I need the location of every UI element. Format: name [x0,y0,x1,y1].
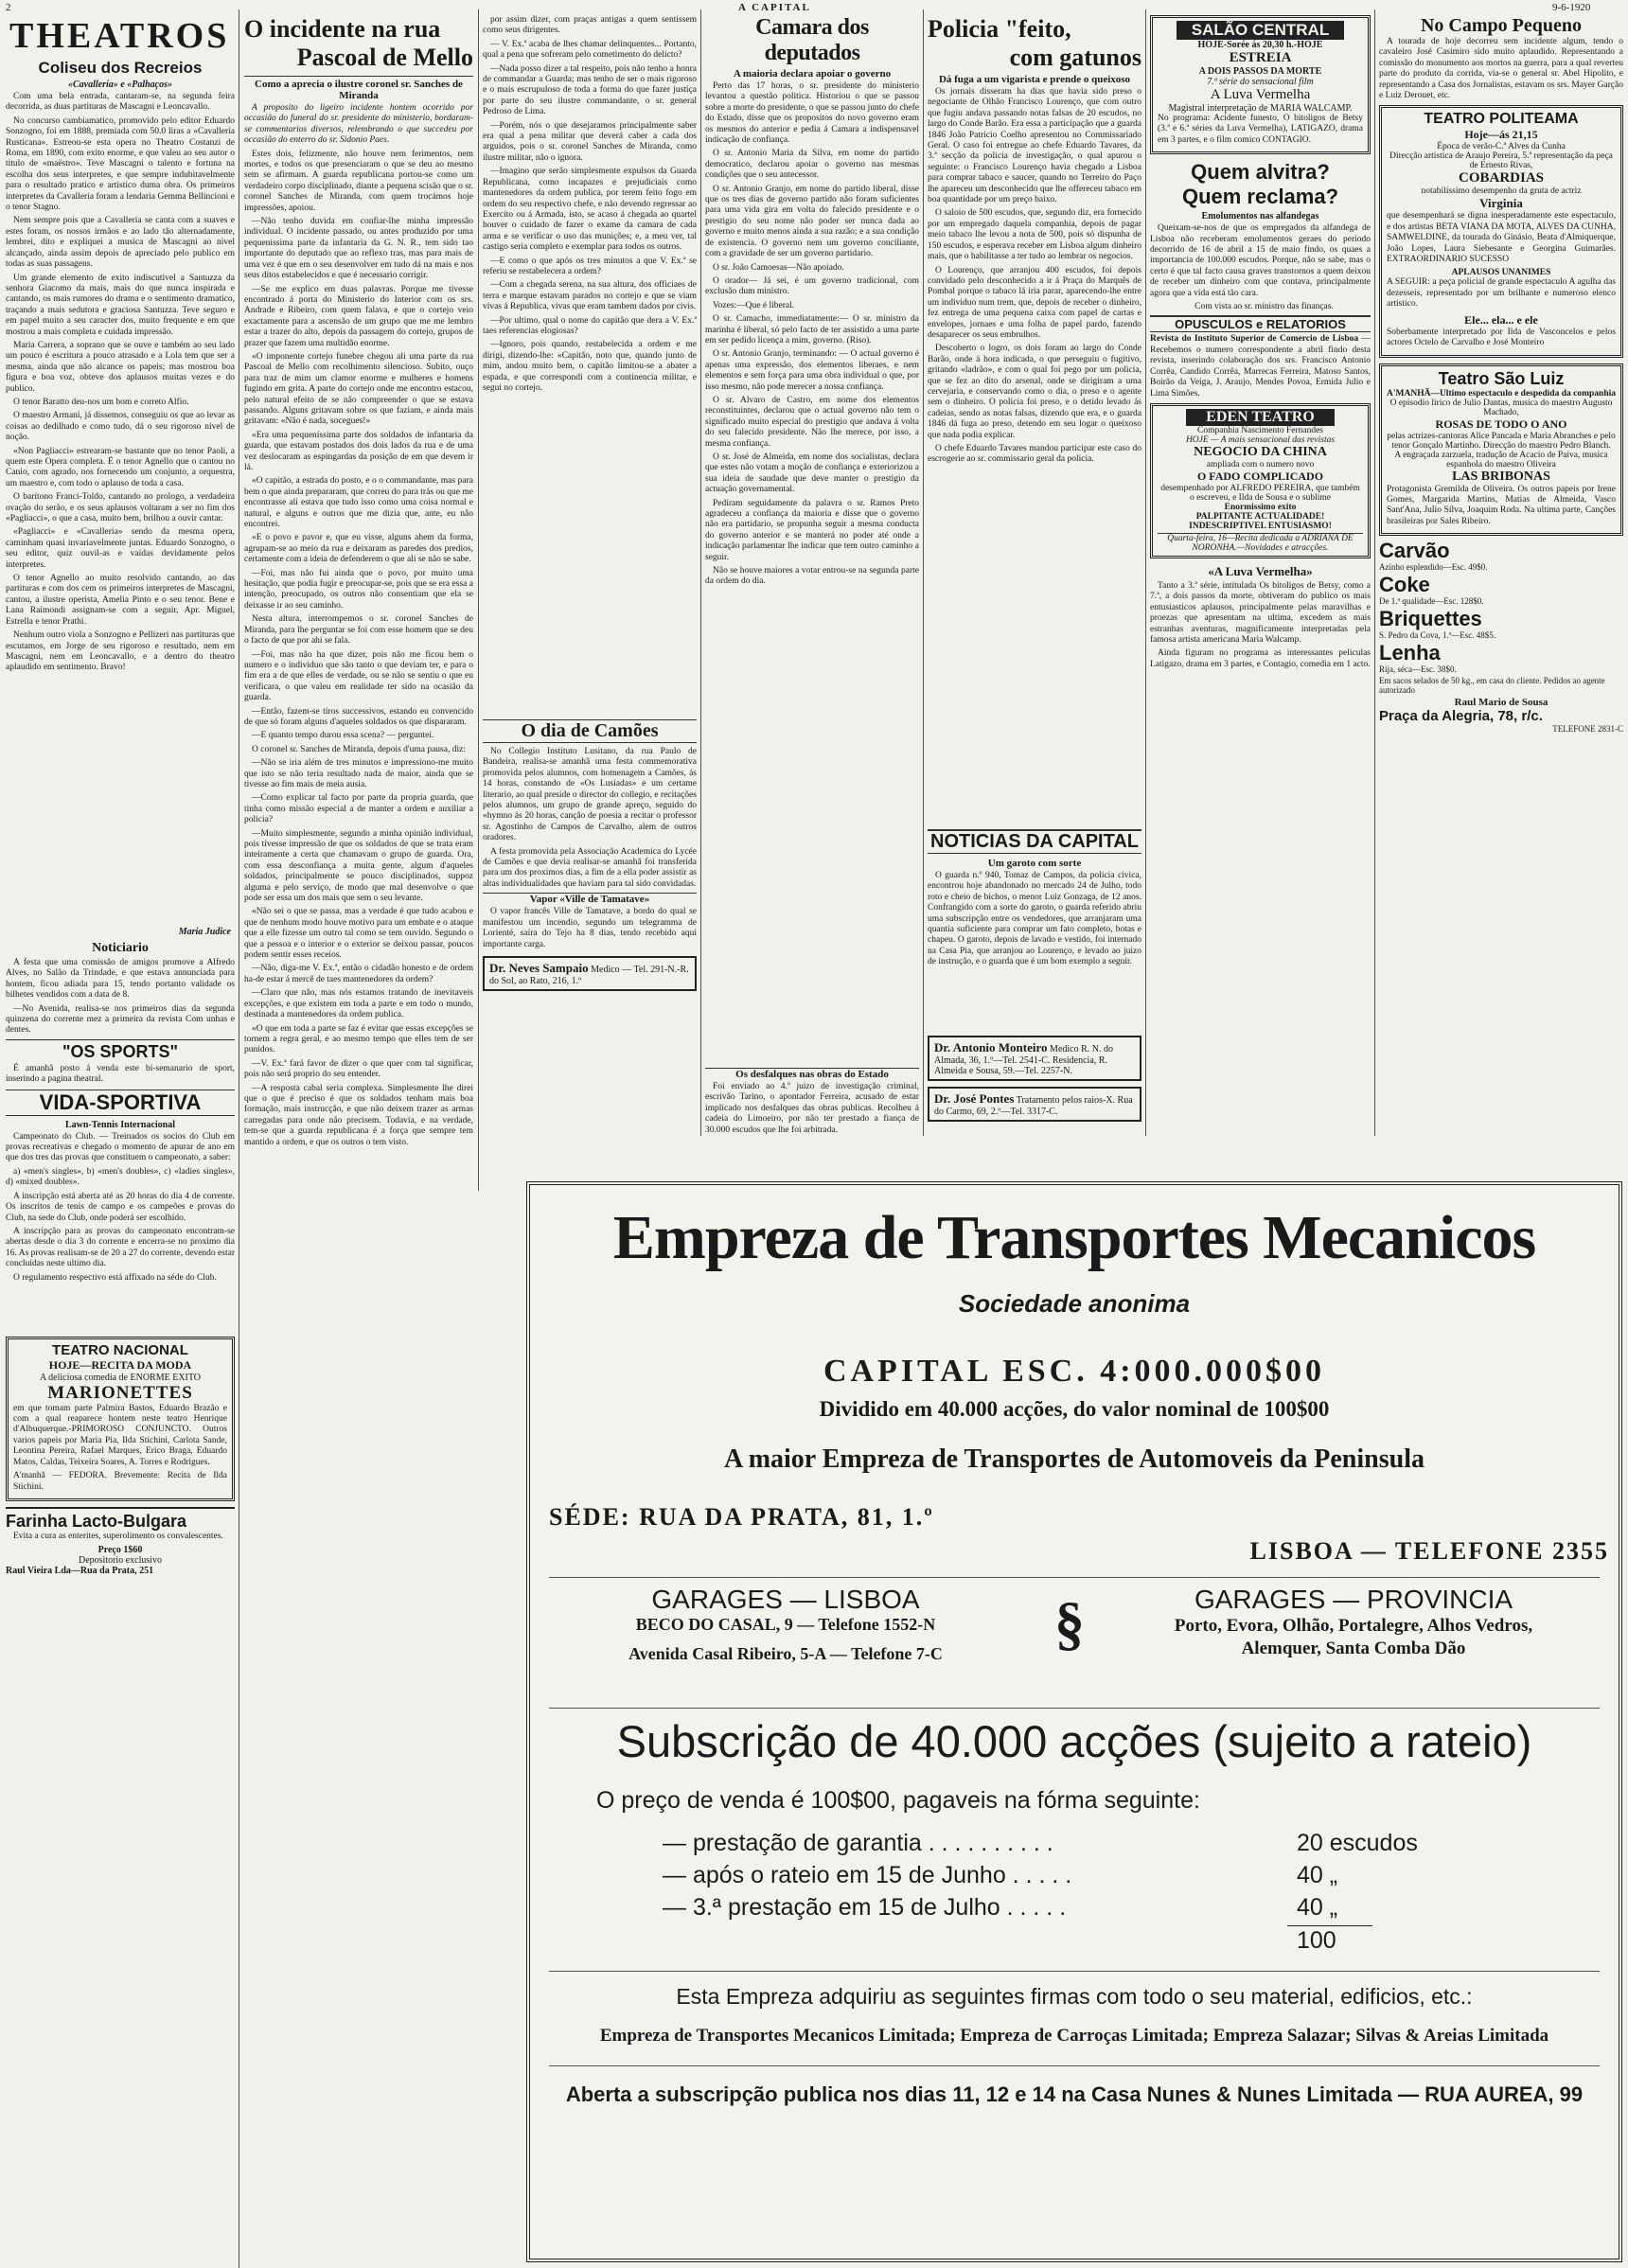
article-paragraph: —Ignoro, pois quando, restabelecida a ordem e me dirigi, dizendo-lhe: «Capitão, noto que, quando junto de mim, andou muito bem, o capitão limitou-se a abater a espada, e que correspondi com a continencia militar, e segui no cortejo. [483,340,697,393]
quem-alvitra-heading: Quem alvitra? [1191,160,1330,185]
article-paragraph: A festa que uma comissão de amigos promove a Alfredo Alves, no Salão da Trindade, e que estava annunciada para hontem, ficou adiada para 15, tendo portanto validade os bilhetes vendidos com a data de 8. [6,958,235,1001]
politeama-line3: Direcção artistica de Araujo Pereira, 5.ª representação da peça de Ernesto Rivas, [1389,151,1613,171]
column-rule [478,9,479,1191]
running-head [0,2,1628,15]
lenha-detail: Rija, séca—Esc. 38$0. [1379,664,1457,675]
teatro-nacional-body: em que tomam parte Palmira Bastos, Eduardo Brazão e com a qual reaparece hontem neste teatro Henrique d'Albuquerque.-PRIMOROSO CONJUNCTO. Outros varios papeis por Maria Pia, Ilda Stichini, Carlota Sande, Leontina Pereira, Rafael Marques, Erico Braga, Eduardo Matos, Caldas, Teixeira Soares, A. Torres e Rodrigues. [13,1403,227,1467]
prestacao-value: 20 escudos [1297,1830,1418,1856]
article-paragraph: No concurso cambiamatico, promovido pelo editor Eduardo Sonzogno, foi em 1888, premiada com 50.0 liras a «Cavalleria Rusticana». Estreou-se esta opera no Theatro Costanzi de Roma, em 1890, com exito enorme, e que valeu ao seu autor o titulo de «maëstro». Teve Mascagni o talento e fortuna na escolha dos seus interpretes, e que sempre indubitavelmente para o resultado pratico e artistico duma obra. Os primeiros interpretes da Cavalleria foram a lendaria Gemma Bellincioni e o tenor Stagno. [6,115,235,213]
luva-heading: «A Luva Vermelha» [1208,563,1313,578]
camoes-heading: O dia de Camões [483,719,697,743]
empreza-lisboa-telefone: LISBOA — TELEFONE 2355 [1249,1537,1609,1565]
sao-luiz-ad [1379,363,1623,537]
salao-title: SALÃO CENTRAL [1177,21,1344,40]
coke-detail: De 1.ª qualidade—Esc. 128$0. [1379,596,1484,607]
sao-luiz-line3: pelas actrizes-cantoras Alice Pancada e Maria Abranches e pelo tenor Gonçalo Martinho. Direcção do maestro Pedro Blanch. [1387,431,1616,451]
article-paragraph: Perto das 17 horas, o sr. presidente do ministerio levantou a questão politica. Historiou o que se passou sobre a morte do presidente, o que se passou junto do chefe do Estado, disse que os propositos do novo governo eram os mesmos do anterior e pedia á Camara a indispensavel indicação de confiança. [705,81,919,146]
article-paragraph: Os jornais disseram ha dias que havia sido preso o negociante de Olhão Francisco Lourenço, que com outro que fugiu andava passando notas falsas de 20 escudos, no largo do Conde Barão. Era essa a participação que a guarda 1846 João Patricio Coelho apresentou no Commissariado Geral. O caso foi entregue ao chefe Eduardo Tavares, da 3.ª secção da policia de investigação, o qual apurou o seguinte: o Francisco Lourenço havia chegado a Lisboa para comprar tabaco e saucer, quando no Terreiro do Paço lhe apareceu um desconhecido que lhe offereceu tabaco em boa quantidade por um preço baixo. [928,87,1141,205]
carvao-detail: Azinho esplendido—Esc. 49$0. [1379,562,1488,573]
empreza-subtitle: Sociedade anonima [958,1289,1191,1318]
eden-title3: O FADO COMPLICADO [1196,469,1324,483]
article-paragraph: Pediram seguidamente da palavra o sr. Ramos Preto agradeceu a confiança da maioria e disse que o governo não era partidario, se propunha seguir a mesma conducta do governo anterior e se manterá no poder até onde a indicação parlamentar lhe indicar que tem outro caminho a seguir. [705,498,919,562]
politeama-title3: Virginia [1479,196,1523,211]
prestacao-row [663,1859,1477,1891]
sao-luiz-line2: O episodio lirico de Julio Dantas, musica do maestro Augusto Machado, [1389,398,1613,417]
luva-body: Tanto a 3.ª série, intitulada Os bitoligos de Betsy, como a 7.ª, a dois passos da morte, obtiveram do publico os mais entusiasticos aplausos, principalmente pelas maravilhas e proezas que apresentam na ultima, excedem as mais estranhas aventuras, magnificamente interpretadas pela famosa artista americana Maria Walcamp. [1150,580,1371,645]
entrevista-continuacao [483,15,697,716]
lenha-label: Lenha [1379,641,1441,665]
article-paragraph: O sr. Antonio Granjo, em nome do partido liberal, disse que os tres dias de governo partido não foram suficientes para uma vida gira em volta do falecido presidente e o prestigio do seu nome não poder ser nunca dada ao governo e muito menos ainda a sua razão; e a sua condição de existencia. O governo nem um governo conciliante, com a gravidade de ser um governo partidario. [705,184,919,259]
article-paragraph: No Collegio Instituto Lusitano, da rua Paulo de Bandeira, realisa-se amanhã uma festa commemorativa promovida pelos alumnos, com homenagem a Camões, ás 14 horas, constando de «Os Lusiadas» e um certame literario, ao qual preside o director do collegio, e recitações pelos alumnos, um grupo de grande apreço, seguido do «hymno ás 20 horas, canção de poesia a recitar o professor sr. Agostinho de Campos de Carvalho, alem de outros oradores. [483,747,697,843]
marionettes-title: MARIONETTES [47,1382,193,1403]
divider [549,1708,1600,1709]
opusculos-heading: OPUSCULOS e RELATORIOS [1150,315,1371,332]
article-paragraph: Nem sempre pois que a Cavalleria se canta com a suaves e estes foram, os nossos irmãos e ao lado tão alternadamente, lembrei, dito e expliquei a musica de Mascagni ao nivel alcançado, ainda assim depois de apreciado pelo publico em todas as suas passagens. [6,216,235,270]
sao-luiz-body: Protagonista Gremilda de Oliveira. Os outros papeis por Irene Gomes, Margarida Martins, Matias de Almeida, Vasco Sant'Ana, Julio Silva, Joaquim Roda. Na ultima parte, Canções brasileiras por Sales Ribeiro. [1387,484,1616,526]
column-6 [1150,15,1371,1179]
article-paragraph: Estes dois, felizmente, não houve nem ferimentos, nem mortes, e todos os que presenciaram o que se deu ao mesmo sem se afirmam. A guarda republicana portou-se como um verdadeiro corpo disciplinado, diante a pequena scisão que o sr. coronel Sanches de Miranda, com quem trocámos hoje impressões, apoiou. [244,149,473,213]
neves-sampaio-detail: Medico — Tel. 291-N.-R. do Sol, ao Rato, 216, 1.º [489,964,689,986]
article-paragraph: «Pagliacci» e «Cavalleria» sendo da mesma opera, caminham quasi invariavelmente juntas. Eduardo Sonzogno, o seu editor, quiz ouvil-as e vaidas devidamente pelos interpretes. [6,527,235,570]
camara-body [705,81,919,1066]
eden-line4: desempenhado por ALFREDO PEREIRA, que também o escreveu, e Ilda de Sousa e o sublime [1160,483,1360,503]
article-paragraph: —Foi, mas não ha que dizer, pois não me ficou bem o numero e o individuo que são tanto o que deviam ter, e para o fim era a de que elles de verdade, ou se não se sentiu o que eu verificara, o que valeu em realidade ter sido na ocasião da guarda. [244,649,473,703]
prestacoes-table [663,1827,1477,1923]
article-paragraph: —A resposta cabal seria complexa. Simplesmente lhe direi que o que é preciso é que os soldados tenham mais boa formação, mais instrucção, e que não deixem trazer as armas carregadas para onde não precisem. Todavia, e na verdade, tem-se que a guarda republicana é a força que sempre tem mantido a ordem, e que os outros o tem visto. [244,1083,473,1147]
politeama-line6: A SEGUIR: a peça policial de grande espectaculo A agulha das dezesseis, representado por um brilhante e numeroso elenco artistico. [1387,277,1616,310]
empreza-transportes-ad [526,1181,1622,2262]
incidente-heading-line1: O incidente na rua [244,15,441,43]
campo-pequeno-heading: No Campo Pequeno [1420,15,1582,36]
sao-luiz-line4: A engraçada zarzuela, tradução de Acacio de Paiva, musica espanhola do maestro Oliveira [1394,450,1608,470]
article-paragraph: Vozes:—Que é liberal. [713,300,795,310]
eden-line1: Companhia Nascimento Fernandes [1197,425,1323,435]
eden-line5: PALPITANTE ACTUALIDADE! INDESCRIPTIVEL ENTUSIASMO! [1189,511,1332,531]
os-sports-heading: "OS SPORTS" [6,1039,235,1062]
column-rule [923,9,924,1136]
article-paragraph: O sr. Alvaro de Castro, em nome dos elementos reconstituintes, declarou que o actual governo não tem o significado muito especial do prestigio que andava á volta do seu falecido presidente. Não lhe merece, por isso, a mesma confiança. [705,395,919,449]
article-paragraph: Maria Carrera, a soprano que se ouve e também ao seu lado um pouco é escritura a pouco atrasado e a Lola tem que ser a mesma, ainda que não alcance os papeis; mas mostrou boa figura e boa voz, obteve dos aplausos muitas vezes e do publico. [6,340,235,394]
column-1 [6,15,235,2260]
article-paragraph: O sr. Antonio Granjo, terminando: — O actual governo é apenas uma expressão, dos elementos liberaes, e nem elementos e sem força para uma obra individual o que, por isso mesmo, não pode merecer a nossa confiança. [705,349,919,392]
camara-heading: Camara dos deputados [755,15,869,65]
camara-subheading: A maioria declara apoiar o governo [733,68,892,80]
policia-subheading: Dá fuga a um vigarista e prende o queixoso [938,74,1131,85]
briquettes-label: Briquettes [1379,607,1482,631]
subscricao-title: Subscrição de 40.000 acções (sujeito a rateio) [616,1716,1532,1766]
garages-lisboa-title: GARAGES — LISBOA [651,1585,920,1614]
eden-line2: HOJE — A mais sensacional das revistas [1185,434,1336,445]
article-paragraph: O saloio de 500 escudos, que, segundo diz, era fornecido por um empregado daquela companhia, depois de pagar meio tabaco lhe levou a nota de 500, pois só dispunha de 150 escudos, e esperava receber em Lisboa algum dinheiro mais, que o habilitasse a ter tudo ao lembrar os negocios. [928,208,1141,262]
article-paragraph: Nesta altura, interrompemos o sr. coronel Sanches de Miranda, para lhe perguntar se foi com esse homem que se deu o facto de que por ahi se fala. [244,614,473,647]
carvao-label: Carvão [1379,539,1450,563]
article-paragraph: A inscripção para as provas do campeonato encontram-se abertas desde o dia 3 do corrente e encerra-se no proximo dia 16. As provas realisam-se de 20 a 27 do corrente, devendo estar concluidas neste ultimo dia. [6,1226,235,1269]
theatros-heading: THEATROS [9,16,230,56]
prestacao-row [663,1827,1477,1859]
monteiro-ad [928,1036,1141,1081]
article-paragraph: Com uma bela entrada, cantaram-se, na segunda feira decorrida, as duas partituras de Mascagni e Leoncavallo. [6,92,235,113]
pontes-ad [928,1087,1141,1122]
emolumentos-body: Queixam-se-nos de que os empregados da alfandega de Lisboa não receberam emolumentos geraes do periodo decorrido de 16 de abril a 15 de maio findo, os quaes a importancia de 100.000 escudos. Porque, não se sabe, mas o certo é que tal facto causa graves transtornos a quem deixou de receber um dinheiro com que contava, principalmente agora que a vida está tão cara. [1150,223,1371,298]
article-paragraph: «O que em toda a parte se faz é evitar que essas excepções se tornem a regra geral, e ao mesmo tempo que elles tem de ser punidos. [244,1023,473,1055]
page-number: 2 [6,2,11,13]
article-paragraph: «O capitão, a estrada do posto, e o o commandante, mas para bem o que ainda prepararam, que correu do para trás ou que me encontrasse ali estava que tudo isso como uma coisa normal e natural, e alguns e outros que me dizia que, ante, eu não encontrei. [244,476,473,530]
vapor-heading: Vapor «Ville de Tamatave» [483,893,697,905]
empreza-title: Empreza de Transportes Mecanicos [612,1203,1536,1272]
noticias-heading: NOTICIAS DA CAPITAL [928,829,1141,854]
garages-lisboa-block [558,1585,1013,1664]
column-7 [1379,15,1623,1179]
article-paragraph: —Não tenho duvida em confiar-lhe minha impressão individual. O incidente passado, ou antes produzido por uma pequenissima parte da infantaria da G. N. R., tem sido tao importante do deputado que ao reflexo tras, mas para mais de uma vez é que em o seu desenvolver em tudo dá na mais e nos seus ditos estabelecidos e que é necessario corrigir. [244,217,473,281]
pontes-name: Dr. José Pontes [934,1091,1015,1106]
farinha-ad [6,1507,235,1576]
article-paragraph: Descoberto o logro, os dois foram ao largo do Conde Barão, onde á hora indicada, o que perseguiu o fugitivo, gritando «ladrão», e com o qual foi pego por um policia, que se fez ao dito do arsenal, onde se dirigiram a uma cervejaria, e conservando como o dia, o preso e o agente sem o dinheiro. O policia foi preso, e o detido levado ás cadeias, sendo as notas falsas, dizendo que era, e o guarda 1846 dá fuga ao preso, detendo em seu logar o queixoso que nada podia explicar. [928,344,1141,440]
quem-reclama-heading: Quem reclama? [1181,185,1339,209]
empreza-maior: A maior Empreza de Transportes de Automoveis da Peninsula [724,1444,1424,1474]
article-paragraph: «Era uma pequeníssima parte dos soldados de infantaria da guarda, que estavam postados dos dois lados da rua e de uma vez deslocaram as espingardas da posição de em que devem ir lá. [244,430,473,472]
article-paragraph: «Non Pagliacci» estrearam-se bastante que no tenor Paoli, a quem este Opera completa. É o tenor Agnello que o cantou no Canio, com agrado, nos fornecendo um conjunto, a orquestra, um maestro e, com todo o aplauso de toda a casa. [6,446,235,488]
empreza-capital: CAPITAL ESC. 4:000.000$00 [823,1354,1326,1389]
article-paragraph: O regulamento respectivo está affixado na séde do Club. [13,1272,217,1283]
divider [549,1971,1600,1972]
politeama-line2: Época de verão-C.ª Alves da Cunha [1437,142,1566,152]
column-3 [483,15,697,1179]
column-2 [244,15,473,2260]
author-signature: Maria Judice [178,927,231,937]
article-paragraph: —Porém, nós o que desejaramos principalmente saber era qual a pena militar que deverá caber a cada dos arguidos, pois o sr. coronel Sanches de Miranda, como ilustre militar, não o ignora. [483,120,697,163]
article-paragraph: —Com a chegada serena, na sua altura, dos officiaes de terra e marque estavam parados no cortejo e que se viam vivas á Republica, vivas que eram tambem dados por civis. [483,280,697,312]
opusculos-body: — Recebemos o numero correspondente a abril findo desta revista, inserindo colaboração dos srs. Francisco Antonio Corrêa, Candido Corrêa, Marrecas Ferreira, Matoso Santos, Boirão da Veiga, J. Araujo, Mendes Povoa, Ermida Julio e Lima Simões. [1150,334,1371,399]
article-paragraph: «E o povo e pavor e, que eu visse, alguns ahem da forma, agrupam-se ao meio da rua e deixaram as paredes dos predios, certamente com a ideia de defenderem o que ali se não se sabe. [244,533,473,565]
monteiro-name: Dr. Antonio Monteiro [934,1040,1048,1054]
article-paragraph: O Lourenço, que arranjou 400 escudos, foi depois convidado pelo desconhecido a ir á Praça do Marquês de Pombal porque o tabaco lá iria parar, aparecendo-lhe entre um individuo num trem, que, depois de receber o dinheiro, fez entrega de uma pequena caixa com papel de cartas e envelopes, jornaes e uma folha de papel pardo, fazendo desaparecer os seus embrulhos. [928,265,1141,340]
politeama-body: que desempenhará se digna inesperadamente este espectaculo, e dos artistas BETA VIANA DA MOTA, ALVES DA CUNHA, SAMWELDINE, da tourada do Ginásio, Beata d'Almiquerque, João Lopes, Laura Siebesante e Georgina Guimarães. EXTRAORDINARIO SUCESSO [1387,211,1616,265]
article-paragraph: «Não sei o que se passa, mas a verdade é que tudo acabou e que de nenhum modo houve motivo para um embate e o ataque que a elle fizesse um outro tal como se tem ouvido. Segundo o que a pessoa e o interior e o exterior se deixou passar, poucos podem sentir esses receios. [244,907,473,961]
vida-sportiva-body [6,1132,235,1331]
policia-heading-line1: Policia "feito, [928,15,1071,43]
coliseu-subheading: «Cavallería» e «Palhaços» [68,80,172,90]
aberta-line: Aberta a subscripção publica nos dias 11, 12 e 14 na Casa Nunes & Nunes Limitada — RUA AUREA, 99 [565,2082,1584,2106]
column-rule [700,9,701,1136]
divider [549,2065,1600,2066]
total-rule [1287,1925,1372,1926]
opusculos-subheading: Revista do Instituto Superior de Comercio de Lisboa [1150,334,1359,345]
adquiriu-line: Esta Empreza adquiriu as seguintes firmas com todo o seu material, edificios, etc.: [676,1984,1473,2009]
article-paragraph: O sr. João Camoesas—Não apoiado. [713,262,844,273]
empreza-dividido: Dividido em 40.000 acções, do valor nominal de 100$00 [819,1397,1330,1421]
sao-luiz-title3: LAS BRIBONAS [1452,469,1550,484]
article-paragraph: O tenor Agnello ao muito resolvido cantando, ao das partituras e com dos cem os primeiros interpretes de Mascagni, cantou, a ilustre operista, Amelia Pinto e o seu tenor. Bene e Lana Raimondi assignam-se com a seguir, Apr. Miguel, Estrella e tenor Prathi. [6,574,235,627]
farinha-heading: Farinha Lacto-Bulgara [6,1511,187,1531]
article-paragraph: O maestro Armani, já dissemos, conseguiu os que ao levar as coisas ao dedilhado e como tudo, dá o seu rigoroso nivel de noção. [6,411,235,443]
salao-line3: A DOIS PASSOS DA MORTE [1198,66,1322,77]
lawn-tennis-heading: Lawn-Tennis Internacional [64,1119,176,1130]
firmas-line: Empreza de Transportes Mecanicos Limitada; Empreza de Carroças Limitada; Empreza Salazar; Silvas & Areias Limitada [599,2026,1549,2046]
politeama-line5: APLAUSOS UNANIMES [1451,268,1551,278]
salao-line1: HOJE-Sorée ás 20,30 h.-HOJE [1197,40,1323,50]
farinha-body: Evita a cura as enterites, superolimento os convalescentes. [13,1531,223,1541]
article-paragraph: —Por ultimo, qual o nome do capitão que dera a V. Ex.ª taes referencias elogiosas? [483,315,697,336]
farinha-footer: Depositorio exclusivo [78,1555,163,1567]
emolumentos-footer: Com vista ao sr. ministro das finanças. [1194,302,1334,312]
os-sports-body: É amanhã posto á venda este bi-semanario de sport, inserindo a pagina theatral. [6,1063,235,1085]
article-paragraph: Nenhum outro viola a Sonzogno e Pellizeri nas partituras que escutamos, em Jorge de seu rigoroso e resultado, nem em Mascagni, nem em Leoncavallo, e a dentro do theatro aplaudido em sentimento. Bravo! [6,630,235,673]
eden-title4: Enormissimo exito [1224,502,1297,512]
policia-body [928,87,1141,825]
article-paragraph: A inscripção está aberta até as 20 horas do dia 4 de corrente. Os inscritos de tenis de campo e os campeões e provas do Club, na sede do Club, onde poderá ser escolhido. [6,1191,235,1223]
combustiveis-note: Em sacos selados de 50 kg., em casa do cliente. Pedidos ao agente autorizado [1379,676,1605,696]
garoto-heading: Um garoto com sorte [987,858,1082,869]
policia-heading-line2: com gatunos [1009,44,1141,71]
sao-luiz-title2: ROSAS DE TODO O ANO [1435,416,1567,431]
article-paragraph: —Como explicar tal facto por parte da propria guarda, que tinha como missão especial a de manter a ordem e auxiliar a policia? [244,793,473,825]
article-paragraph: —E quanto tempo durou essa scena? — perguntei. [252,731,434,741]
politeama-ad [1379,105,1623,357]
salao-line2: ESTREIA [1229,50,1292,65]
article-paragraph: «O imponente cortejo funebre chegou ali uma parte da rua Pascoal de Mello com recolhimento silencioso. Subito, ouço para traz de mim um clamor enorme e mulheres e homens fugindo em grita. A parte do cortejo onde me encontro estacou, pelo natural efeito de se não compreender o que se estava passando. Alguns gritavam sobre os que faziam, e ainda mais gritavam: «Não é nada, socegues!» [244,351,473,427]
coliseu-heading: Coliseu dos Recreios [38,59,203,77]
eden-footer: Quarta-feira, 16—Recita dedicada a ADRIANA DE NORONHA.—Novidades e atracções. [1158,533,1363,553]
noticiario-body [6,958,235,1037]
prestacao-label: — prestação de garantia . . . . . . . . . . [663,1830,1053,1856]
garages-lisboa-avenida: Avenida Casal Ribeiro, 5-A — Telefone 7-C [628,1644,943,1663]
camoes-body [483,747,697,890]
article-paragraph: —V. Ex.ª fará favor de dizer o que quer com tal significar, pois não será proprio do seu entender. [244,1058,473,1080]
article-paragraph: O sr. Camacho, immediatamente:— O sr. ministro da marinha é liberal, só pelo facto de ter assistido a uma parte em ser pedido licença a mim, governo. (Riso). [705,314,919,346]
column-rule [1374,9,1375,1136]
luva-footer: Ainda figuram no programa as interessantes peliculas Latigazo, drama em 3 partes, e Contagio, comedia em 1 acto. [1150,648,1371,669]
newspaper-name: A CAPITAL [738,2,811,13]
eden-teatro-ad [1150,403,1371,558]
salao-body: No programa: Acidente funesto, O bitoligos de Betsy (3.ª e 6.ª séries da Luva Vermelha), LATIGAZO, drama em 3 partes, e o film comico CONTAGIO. [1158,114,1363,145]
emolumentos-heading: Emolumentos nas alfandegas [1201,211,1319,222]
incidente-intro: A proposito do ligeiro incidente hontem ocorrido por occasião do funeral do sr. presidente do ministerio, bordaram-se commentarios diversos, relembrando o que succedeu por occasião do enterro do sr. Sidonio Paes. [244,103,473,146]
salao-line4: 7.ª série do sensacional film [1207,77,1314,87]
neves-sampaio-name: Dr. Neves Sampaio [489,960,589,975]
desfalques-heading: Os desfalques nas obras do Estado [705,1068,919,1080]
empreza-sede: SÉDE: RUA DA PRATA, 81, 1.º [549,1503,934,1531]
campo-pequeno-body: A tourada de hoje decorreu sem incidente algum, tendo o cavaleiro José Casimiro sido muito aplaudido. Representando a comissão do monumento aos mortos na guerra, para a qual reverteu parte do produto da corrida, via-se o general sr. Abel Hipolito, e representando a Casa dos Jornalistas, estavam os srs. Mayer Garção e Luiz Derouet, etc. [1379,37,1623,101]
teatro-nacional-ad [6,1337,235,1501]
politeama-line1: Hoje—ás 21,15 [1464,128,1538,142]
preco-line: O preço de venda é 100$00, pagaveis na fórma seguinte: [596,1787,1200,1814]
incidente-body [244,150,473,2260]
salao-line5: Magistral interpretação de MARIA WALCAMP. [1168,103,1353,114]
teatro-nacional-footer: A'manhã — FEDORA. Brevemente: Recita de Ilda Stichini. [13,1471,227,1492]
politeama-title: TEATRO POLITEAMA [1424,111,1579,128]
article-paragraph: —Nada posso dizer a tal respeito, pois não tenho a honra de commandar a Guarda; mas tenho de ser o mais rigoroso e o mais escrupuloso de toda a forma do que fazer justiça por parte do seu ilustre commandante, o sr. general Pedroso de Lima. [483,63,697,117]
neves-sampaio-ad [483,956,697,991]
farinha-address: Raul Vieira Lda—Rua da Prata, 251 [6,1566,154,1577]
prestacao-value: 40 „ [1297,1894,1338,1921]
salao-film: A Luva Vermelha [1210,87,1311,102]
politeama-line4: notabilíssimo desempenho da gruta de actriz [1421,186,1582,197]
article-paragraph: —E como o que após os tres minutos a que V. Ex.ª se referiu se restabelecera a ordem? [483,256,697,276]
garages-provincia-block [1117,1585,1590,1660]
article-paragraph: por assim dizer, com praças antigas a quem sentissem como seus dirigentes. [483,15,697,36]
article-paragraph: O tenor Baratto deu-nos um bom e correto Alfio. [13,397,189,407]
incidente-heading-line2: Pascoal de Mello [296,44,473,71]
teatro-nacional-title: TEATRO NACIONAL [52,1341,188,1358]
salao-central-ad [1150,15,1371,154]
politeama-title2: COBARDIAS [1458,170,1544,186]
coke-label: Coke [1379,573,1430,597]
briquettes-detail: S. Pedro da Cova, 1.ª—Esc. 48$5. [1379,630,1495,641]
article-paragraph: —Muito simplesmente, segundo a minha opinião individual, pois tivesse impressão de que os soldados de que se trata eram inteiramente a certa que chamavam o grupo de guarda. Ora, com essa desconfiança a muita gente, algum d'aqueles soldados, principalmente se pouco disciplinados, suppoz alguma e pelo serviço, de modo que mal desenvolve o que pode ser essa um dos mais que sem o seu levante. [244,828,473,904]
coliseu-body [6,92,235,925]
article-paragraph: —Foi, mas não fui ainda que o povo, por muito uma hesitação, que podia fugir e preocupar-se, pois que se era essa a intenção, preocupado, os outros não consentiam que ela se deixasse ir ao seu caminho. [244,568,473,611]
article-paragraph: —Claro que não, mas nós estamos tratando de inevitaveis excepções, e que existem em toda a parte e em todo o mundo, destinada a mantenedores da ordem publica. [244,988,473,1020]
article-paragraph: A festa promovida pela Associação Academica do Lycée de Camões e que devia realisar-se amanhã foi transferida para um dos proximos dias, a fim de a ella poder assistir as altas individualidades que haviam para tal sido convidadas. [483,846,697,889]
total-value: 100 [1297,1927,1336,1954]
sao-luiz-title: Teatro São Luiz [1438,368,1565,388]
politeama-line7: Soberbamente interpretado por Ilda de Vasconcelos e pelos actores Octelo de Carvalho e José Monteiro [1387,327,1616,348]
garages-lisboa-beco: BECO DO CASAL, 9 — Telefone 1552-N [635,1615,936,1634]
vapor-body: O vapor francês Ville de Tamatave, a bordo do qual se manifestou um incendio, segundo um telegramma de Lorienté, saíra do Tejo ha 8 dias, tendo recebido aqui importante carga. [483,907,697,949]
noticiario-heading: Noticiario [92,941,149,955]
incidente-subheading: Como a aprecia o ilustre coronel sr. Sanches de Miranda [244,76,473,101]
article-paragraph: Um grande elemento de exito indiscutivel a Santuzza da senhora Giacomo da mais, mais do que nunca inspirada e cantando, os mais rumores do drama e o sentimento dramatico, traçando a mais sedutora e graciosa Santuzza. Teve seguro e em papel muito a seu caracter dos, muito frequente e em que mostrou a mais completa e cuidada impressão. [6,273,235,337]
prestacao-label: — após o rateio em 15 de Junho . . . . . [663,1862,1072,1888]
farinha-price: Preço 1$60 [97,1545,143,1556]
column-5 [928,15,1141,1179]
article-paragraph: O sr. José de Almeida, em nome dos socialistas, declara que estes não votam a moção de confiança e exteriorizou a sua ideia de saudade que deve manter o prestigio da actuação governamental. [705,452,919,495]
garages-provincia-title: GARAGES — PROVINCIA [1194,1585,1513,1614]
teatro-nacional-line2: A deliciosa comedia de ENORME EXITO [39,1372,202,1383]
prestacao-row [663,1891,1477,1923]
article-paragraph: O chefe Eduardo Tavares mandou participar este caso do escrogerie ao sr. commissario geral da policia. [928,444,1141,465]
sao-luiz-line1: A'MANHÃ—Ultimo espectaculo e despedida da companhia [1387,388,1616,399]
eden-line3: ampliada com o numero novo [1206,459,1315,470]
desfalques-body: Foi enviado ao 4.º juizo de investigação criminal, escrivão Tarino, o apontador Ferreira, acusado de estar implicado nos desfalques das obras publicas. Recolheu á cadeia do Limoeiro, por não ter prestado a fiança de 30.000 escudos que lhe foi arbitrada. [705,1082,919,1135]
combustiveis-address: Praça da Alegria, 78, r/c. [1379,708,1543,725]
combustiveis-ad [1379,540,1623,734]
politeama-title4: Ele... ela... e ele [1464,312,1538,327]
column-4 [705,15,919,1179]
eden-title: EDEN TEATRO [1186,409,1335,426]
article-paragraph: O coronel sr. Sanches de Miranda, depois d'uma pausa, diz: [252,744,466,754]
article-paragraph: —Não, diga-me V. Ex.ª, então o cidadão honesto e de ordem ha-de estar á mercê de taes mantenedores da ordem? [244,964,473,984]
combustiveis-agent: Raul Mario de Sousa [1454,697,1548,709]
column-rule [1145,9,1146,1136]
article-paragraph: O orador— Já sei, é um governo tradicional, com exclusão dum ministro. [705,275,919,297]
article-paragraph: —No Avenida, realisa-se nos primeiros dias da segunda quinzena do corrente mez a primeira da revista Com unhas e dentes. [6,1003,235,1036]
vida-sportiva-heading: VIDA-SPORTIVA [6,1090,235,1116]
eden-title2: NEGOCIO DA CHINA [1194,444,1327,459]
article-paragraph: —Imagino que serão simplesmente expulsos da Guarda Republicana, como incapazes e prejudiciais como mantenedores da ordem publica, por terem feito fogo em ordem do seu respectivo chefe, e não devendo regressar ao Exercito ou á Armada, isto, se acaso á chegada ao quartel houver o cuidado de fazer o exame da camara de cada arma e se verificar o uso das munições; e, a meu ver, tal castigo seria completo e exemplar para todos os outros. [483,167,697,253]
scroll-ornament-icon: § [1054,1589,1085,1657]
combustiveis-phone: TELEFONE 2831-C [1552,724,1623,735]
article-paragraph: Não se houve maiores a votar entrou-se na segunda parte da ordem do dia. [705,566,919,587]
article-paragraph: —Então, fazem-se tiros successivos, estando eu convencido de que só foram alguns d'aqueles soldados os que dispararam. [244,706,473,727]
article-paragraph: O sr. Antonio Maria da Silva, em nome do partido democratico, declarou apoiar o governo nas mesmas condições que o seu antecessor. [705,149,919,181]
divider [549,1577,1600,1578]
teatro-nacional-line1: HOJE—RECITA DA MODA [48,1357,192,1372]
issue-date: 9-6-1920 [1552,2,1591,13]
pontes-detail: Tratamento pelos raios-X. Rua do Carmo, 69, 2.º—Tel. 3317-C. [934,1095,1133,1117]
article-paragraph: Campeonato do Club. — Treinados os socios do Club em provas recreativas e chegado o momento de apurar de ano em que dos tres das provas que constituem o campeonato, a saber: [6,1131,235,1163]
garoto-body: O guarda n.º 940, Tomaz de Campos, da policia civica, encontrou hoje abandonado no mercado 24 de Julho, todo roto e cheio de bichos, o menor Luiz Gonzaga, de 12 anos. Confrangido com a sorte do garoto, o guarda referido abriu uma subscripção entre os vendedores, que arranjaram uma quantia suficiente para comprar um fato completo, botas e chapeu. O garoto, depois de lavado e vestido, foi internado na Casa Pia, que arranjou ao Lourenço, e levado ao juizo de instrução, e o guarda que é um bom exemplo a seguir. [928,871,1141,967]
article-paragraph: a) «men's singles», b) «men's doubles», c) «ladies singles», d) «mixed doubles». [6,1166,235,1188]
prestacao-label: — 3.ª prestação em 15 de Julho . . . . . [663,1894,1067,1921]
garages-provincia-lines: Porto, Evora, Olhão, Portalegre, Alhos Vedros, Alemquer, Santa Comba Dão [1174,1616,1533,1658]
article-paragraph: —Não se iria além de tres minutos e impressiono-me muito que isto se não teria resultado nada de maior, ainda que se tivesse ao fim mais de meia ausia. [244,758,473,789]
article-paragraph: — V. Ex.ª acaba de lhes chamar delinquentes... Portanto, qual a pena que sofreram pelo cometimento do delicto? [483,39,697,61]
prestacao-value: 40 „ [1297,1862,1338,1888]
monteiro-detail: Medico R. N. do Almada, 36, 1.º—Tel. 2541-C. Residencia, R. Almeida e Sousa, 59.—Tel. 2257-N. [934,1044,1113,1076]
article-paragraph: —Se me explico em duas palavras. Porque me tivesse encontrado á porta do Ministerio do Interior com os srs. Andrade e Ribeiro, com quem falava, e que o cortejo veio exactamente para a ascensão de um grupo que me me lembro estar a trazer do alto, depois da passagem do cortejo, grupos de prazer que fazem uma multidão enorme. [244,284,473,348]
article-paragraph: O barítono Franci-Toldo, cantando no prologo, a verdadeira ovação do serão, e os seus aplausos voltaram a ser no fim dos «Pagliacci», o que a casa, muito bem, brilhou a ouvir cantar. [6,492,235,524]
